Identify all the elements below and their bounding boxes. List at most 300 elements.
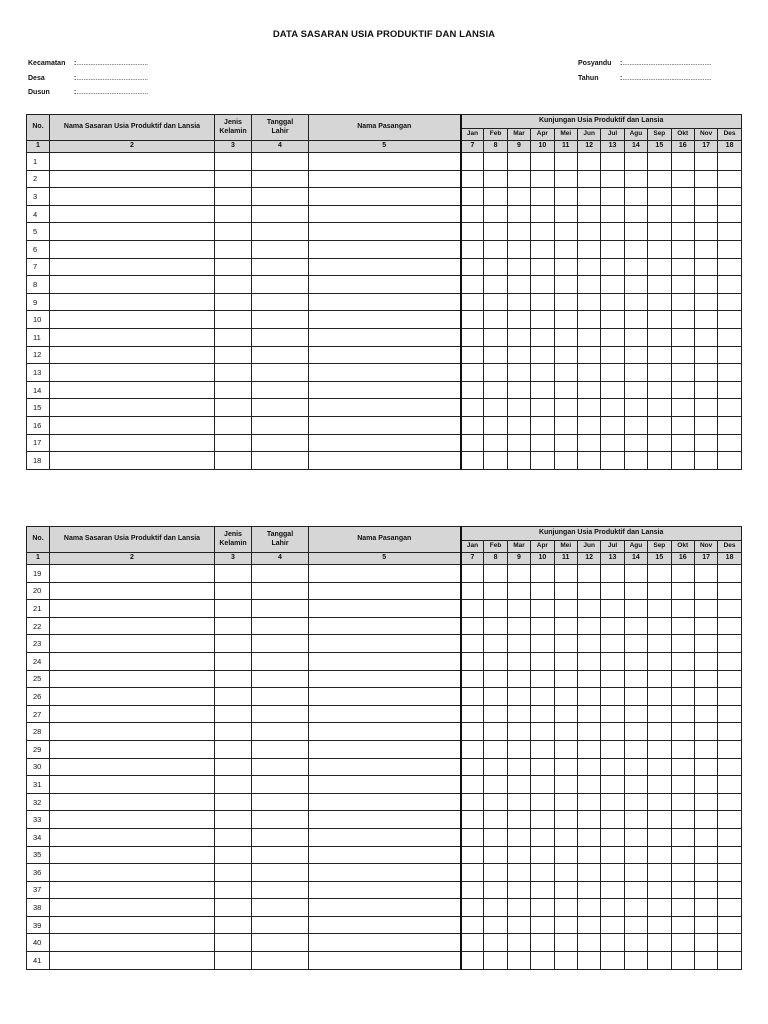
cell-kunjungan-mei[interactable] bbox=[554, 311, 577, 329]
cell-kunjungan-jun[interactable] bbox=[577, 240, 600, 258]
cell-kunjungan-nov[interactable] bbox=[694, 688, 717, 706]
cell-kunjungan-jul[interactable] bbox=[601, 688, 624, 706]
cell-kunjungan-apr[interactable] bbox=[531, 758, 554, 776]
cell-tanggal-lahir[interactable] bbox=[252, 811, 309, 829]
cell-jenis-kelamin[interactable] bbox=[215, 223, 252, 241]
cell-kunjungan-agu[interactable] bbox=[624, 688, 647, 706]
cell-kunjungan-jun[interactable] bbox=[577, 670, 600, 688]
cell-tanggal-lahir[interactable] bbox=[252, 276, 309, 294]
cell-kunjungan-des[interactable] bbox=[718, 864, 742, 882]
cell-kunjungan-agu[interactable] bbox=[624, 399, 647, 417]
cell-kunjungan-sep[interactable] bbox=[648, 452, 671, 470]
cell-kunjungan-jul[interactable] bbox=[601, 381, 624, 399]
cell-tanggal-lahir[interactable] bbox=[252, 670, 309, 688]
cell-kunjungan-okt[interactable] bbox=[671, 881, 694, 899]
cell-kunjungan-okt[interactable] bbox=[671, 258, 694, 276]
cell-kunjungan-nov[interactable] bbox=[694, 153, 717, 171]
cell-tanggal-lahir[interactable] bbox=[252, 617, 309, 635]
cell-tanggal-lahir[interactable] bbox=[252, 793, 309, 811]
cell-kunjungan-agu[interactable] bbox=[624, 793, 647, 811]
cell-nama-sasaran[interactable] bbox=[50, 452, 215, 470]
cell-kunjungan-agu[interactable] bbox=[624, 934, 647, 952]
cell-kunjungan-nov[interactable] bbox=[694, 205, 717, 223]
cell-kunjungan-jul[interactable] bbox=[601, 258, 624, 276]
cell-kunjungan-jan[interactable] bbox=[461, 600, 484, 618]
cell-kunjungan-sep[interactable] bbox=[648, 381, 671, 399]
cell-kunjungan-nov[interactable] bbox=[694, 170, 717, 188]
cell-kunjungan-nov[interactable] bbox=[694, 934, 717, 952]
cell-kunjungan-jun[interactable] bbox=[577, 916, 600, 934]
cell-kunjungan-nov[interactable] bbox=[694, 416, 717, 434]
cell-tanggal-lahir[interactable] bbox=[252, 740, 309, 758]
cell-kunjungan-apr[interactable] bbox=[531, 811, 554, 829]
cell-kunjungan-apr[interactable] bbox=[531, 864, 554, 882]
cell-kunjungan-okt[interactable] bbox=[671, 205, 694, 223]
cell-nama-sasaran[interactable] bbox=[50, 617, 215, 635]
cell-kunjungan-okt[interactable] bbox=[671, 346, 694, 364]
cell-kunjungan-des[interactable] bbox=[718, 916, 742, 934]
cell-nama-pasangan[interactable] bbox=[309, 776, 461, 794]
cell-kunjungan-jun[interactable] bbox=[577, 188, 600, 206]
cell-kunjungan-mar[interactable] bbox=[507, 864, 530, 882]
cell-kunjungan-feb[interactable] bbox=[484, 276, 507, 294]
cell-kunjungan-des[interactable] bbox=[718, 828, 742, 846]
cell-kunjungan-mar[interactable] bbox=[507, 381, 530, 399]
cell-jenis-kelamin[interactable] bbox=[215, 705, 252, 723]
cell-kunjungan-sep[interactable] bbox=[648, 258, 671, 276]
cell-kunjungan-feb[interactable] bbox=[484, 688, 507, 706]
cell-kunjungan-jul[interactable] bbox=[601, 582, 624, 600]
cell-tanggal-lahir[interactable] bbox=[252, 899, 309, 917]
cell-kunjungan-sep[interactable] bbox=[648, 652, 671, 670]
cell-kunjungan-jul[interactable] bbox=[601, 793, 624, 811]
cell-kunjungan-des[interactable] bbox=[718, 240, 742, 258]
cell-kunjungan-okt[interactable] bbox=[671, 328, 694, 346]
cell-kunjungan-okt[interactable] bbox=[671, 688, 694, 706]
cell-kunjungan-feb[interactable] bbox=[484, 223, 507, 241]
cell-kunjungan-okt[interactable] bbox=[671, 600, 694, 618]
meta-desa-field[interactable]: ......................................... bbox=[76, 74, 148, 82]
cell-kunjungan-mei[interactable] bbox=[554, 793, 577, 811]
cell-kunjungan-sep[interactable] bbox=[648, 153, 671, 171]
cell-nama-pasangan[interactable] bbox=[309, 258, 461, 276]
cell-nama-sasaran[interactable] bbox=[50, 276, 215, 294]
cell-jenis-kelamin[interactable] bbox=[215, 276, 252, 294]
cell-nama-pasangan[interactable] bbox=[309, 416, 461, 434]
cell-tanggal-lahir[interactable] bbox=[252, 565, 309, 583]
cell-kunjungan-mar[interactable] bbox=[507, 170, 530, 188]
cell-tanggal-lahir[interactable] bbox=[252, 240, 309, 258]
cell-kunjungan-jun[interactable] bbox=[577, 688, 600, 706]
cell-nama-sasaran[interactable] bbox=[50, 434, 215, 452]
cell-kunjungan-des[interactable] bbox=[718, 153, 742, 171]
cell-kunjungan-jun[interactable] bbox=[577, 952, 600, 970]
cell-kunjungan-sep[interactable] bbox=[648, 916, 671, 934]
cell-kunjungan-feb[interactable] bbox=[484, 881, 507, 899]
cell-kunjungan-mar[interactable] bbox=[507, 635, 530, 653]
cell-kunjungan-des[interactable] bbox=[718, 170, 742, 188]
cell-kunjungan-feb[interactable] bbox=[484, 776, 507, 794]
meta-tahun-field[interactable]: ................................................... bbox=[622, 74, 712, 82]
cell-tanggal-lahir[interactable] bbox=[252, 364, 309, 382]
cell-kunjungan-jan[interactable] bbox=[461, 276, 484, 294]
cell-kunjungan-agu[interactable] bbox=[624, 153, 647, 171]
cell-kunjungan-jul[interactable] bbox=[601, 223, 624, 241]
cell-nama-sasaran[interactable] bbox=[50, 240, 215, 258]
cell-kunjungan-feb[interactable] bbox=[484, 899, 507, 917]
cell-tanggal-lahir[interactable] bbox=[252, 416, 309, 434]
cell-kunjungan-mei[interactable] bbox=[554, 170, 577, 188]
cell-kunjungan-des[interactable] bbox=[718, 434, 742, 452]
cell-kunjungan-feb[interactable] bbox=[484, 670, 507, 688]
cell-kunjungan-sep[interactable] bbox=[648, 934, 671, 952]
cell-kunjungan-apr[interactable] bbox=[531, 381, 554, 399]
cell-kunjungan-okt[interactable] bbox=[671, 740, 694, 758]
cell-kunjungan-apr[interactable] bbox=[531, 311, 554, 329]
cell-nama-pasangan[interactable] bbox=[309, 153, 461, 171]
cell-nama-pasangan[interactable] bbox=[309, 293, 461, 311]
cell-kunjungan-jul[interactable] bbox=[601, 311, 624, 329]
cell-kunjungan-mar[interactable] bbox=[507, 740, 530, 758]
cell-tanggal-lahir[interactable] bbox=[252, 934, 309, 952]
cell-kunjungan-des[interactable] bbox=[718, 776, 742, 794]
cell-kunjungan-des[interactable] bbox=[718, 705, 742, 723]
cell-kunjungan-des[interactable] bbox=[718, 364, 742, 382]
cell-kunjungan-apr[interactable] bbox=[531, 223, 554, 241]
cell-kunjungan-mei[interactable] bbox=[554, 205, 577, 223]
cell-kunjungan-mar[interactable] bbox=[507, 811, 530, 829]
cell-kunjungan-agu[interactable] bbox=[624, 828, 647, 846]
cell-kunjungan-des[interactable] bbox=[718, 328, 742, 346]
cell-kunjungan-feb[interactable] bbox=[484, 934, 507, 952]
cell-kunjungan-agu[interactable] bbox=[624, 328, 647, 346]
cell-kunjungan-okt[interactable] bbox=[671, 276, 694, 294]
cell-kunjungan-okt[interactable] bbox=[671, 846, 694, 864]
cell-tanggal-lahir[interactable] bbox=[252, 170, 309, 188]
cell-nama-sasaran[interactable] bbox=[50, 205, 215, 223]
cell-kunjungan-okt[interactable] bbox=[671, 364, 694, 382]
cell-nama-pasangan[interactable] bbox=[309, 346, 461, 364]
cell-nama-pasangan[interactable] bbox=[309, 240, 461, 258]
cell-nama-sasaran[interactable] bbox=[50, 740, 215, 758]
cell-kunjungan-nov[interactable] bbox=[694, 881, 717, 899]
cell-kunjungan-sep[interactable] bbox=[648, 811, 671, 829]
cell-kunjungan-mar[interactable] bbox=[507, 328, 530, 346]
cell-kunjungan-mei[interactable] bbox=[554, 688, 577, 706]
cell-kunjungan-okt[interactable] bbox=[671, 293, 694, 311]
cell-kunjungan-sep[interactable] bbox=[648, 276, 671, 294]
cell-nama-pasangan[interactable] bbox=[309, 311, 461, 329]
cell-tanggal-lahir[interactable] bbox=[252, 881, 309, 899]
cell-tanggal-lahir[interactable] bbox=[252, 452, 309, 470]
cell-kunjungan-jul[interactable] bbox=[601, 705, 624, 723]
cell-kunjungan-sep[interactable] bbox=[648, 328, 671, 346]
cell-kunjungan-apr[interactable] bbox=[531, 776, 554, 794]
cell-kunjungan-okt[interactable] bbox=[671, 223, 694, 241]
cell-kunjungan-mar[interactable] bbox=[507, 670, 530, 688]
cell-jenis-kelamin[interactable] bbox=[215, 846, 252, 864]
cell-kunjungan-feb[interactable] bbox=[484, 600, 507, 618]
cell-kunjungan-apr[interactable] bbox=[531, 740, 554, 758]
cell-kunjungan-mei[interactable] bbox=[554, 346, 577, 364]
cell-kunjungan-jun[interactable] bbox=[577, 881, 600, 899]
cell-kunjungan-jun[interactable] bbox=[577, 452, 600, 470]
cell-kunjungan-sep[interactable] bbox=[648, 776, 671, 794]
cell-kunjungan-feb[interactable] bbox=[484, 582, 507, 600]
cell-kunjungan-mei[interactable] bbox=[554, 258, 577, 276]
cell-nama-sasaran[interactable] bbox=[50, 670, 215, 688]
cell-kunjungan-jun[interactable] bbox=[577, 723, 600, 741]
cell-kunjungan-mei[interactable] bbox=[554, 399, 577, 417]
cell-nama-pasangan[interactable] bbox=[309, 399, 461, 417]
cell-kunjungan-agu[interactable] bbox=[624, 582, 647, 600]
cell-kunjungan-jan[interactable] bbox=[461, 364, 484, 382]
cell-tanggal-lahir[interactable] bbox=[252, 328, 309, 346]
cell-kunjungan-apr[interactable] bbox=[531, 899, 554, 917]
cell-nama-sasaran[interactable] bbox=[50, 223, 215, 241]
cell-kunjungan-jan[interactable] bbox=[461, 828, 484, 846]
cell-kunjungan-jun[interactable] bbox=[577, 276, 600, 294]
cell-kunjungan-jan[interactable] bbox=[461, 153, 484, 171]
cell-kunjungan-mar[interactable] bbox=[507, 452, 530, 470]
cell-kunjungan-des[interactable] bbox=[718, 565, 742, 583]
cell-jenis-kelamin[interactable] bbox=[215, 205, 252, 223]
cell-kunjungan-jul[interactable] bbox=[601, 434, 624, 452]
cell-nama-pasangan[interactable] bbox=[309, 688, 461, 706]
cell-kunjungan-jul[interactable] bbox=[601, 846, 624, 864]
cell-nama-pasangan[interactable] bbox=[309, 652, 461, 670]
cell-kunjungan-nov[interactable] bbox=[694, 776, 717, 794]
cell-kunjungan-mar[interactable] bbox=[507, 793, 530, 811]
cell-kunjungan-sep[interactable] bbox=[648, 565, 671, 583]
cell-jenis-kelamin[interactable] bbox=[215, 153, 252, 171]
cell-kunjungan-mar[interactable] bbox=[507, 881, 530, 899]
cell-nama-sasaran[interactable] bbox=[50, 258, 215, 276]
cell-kunjungan-feb[interactable] bbox=[484, 170, 507, 188]
cell-kunjungan-nov[interactable] bbox=[694, 916, 717, 934]
cell-kunjungan-agu[interactable] bbox=[624, 452, 647, 470]
cell-kunjungan-des[interactable] bbox=[718, 381, 742, 399]
cell-tanggal-lahir[interactable] bbox=[252, 828, 309, 846]
cell-kunjungan-mar[interactable] bbox=[507, 688, 530, 706]
cell-kunjungan-mei[interactable] bbox=[554, 381, 577, 399]
cell-tanggal-lahir[interactable] bbox=[252, 952, 309, 970]
cell-kunjungan-mei[interactable] bbox=[554, 276, 577, 294]
cell-kunjungan-mar[interactable] bbox=[507, 582, 530, 600]
cell-kunjungan-feb[interactable] bbox=[484, 258, 507, 276]
cell-kunjungan-mei[interactable] bbox=[554, 881, 577, 899]
cell-kunjungan-des[interactable] bbox=[718, 811, 742, 829]
cell-kunjungan-okt[interactable] bbox=[671, 434, 694, 452]
cell-kunjungan-mei[interactable] bbox=[554, 864, 577, 882]
cell-jenis-kelamin[interactable] bbox=[215, 635, 252, 653]
meta-kecamatan-field[interactable]: ......................................... bbox=[76, 60, 148, 67]
cell-kunjungan-jun[interactable] bbox=[577, 600, 600, 618]
cell-kunjungan-okt[interactable] bbox=[671, 582, 694, 600]
cell-kunjungan-mar[interactable] bbox=[507, 600, 530, 618]
cell-kunjungan-jan[interactable] bbox=[461, 205, 484, 223]
cell-kunjungan-agu[interactable] bbox=[624, 652, 647, 670]
cell-kunjungan-agu[interactable] bbox=[624, 811, 647, 829]
cell-kunjungan-mei[interactable] bbox=[554, 328, 577, 346]
cell-kunjungan-jul[interactable] bbox=[601, 328, 624, 346]
cell-kunjungan-nov[interactable] bbox=[694, 723, 717, 741]
cell-kunjungan-nov[interactable] bbox=[694, 188, 717, 206]
cell-kunjungan-jan[interactable] bbox=[461, 328, 484, 346]
cell-kunjungan-des[interactable] bbox=[718, 952, 742, 970]
cell-kunjungan-jul[interactable] bbox=[601, 364, 624, 382]
cell-nama-pasangan[interactable] bbox=[309, 205, 461, 223]
cell-kunjungan-feb[interactable] bbox=[484, 293, 507, 311]
cell-kunjungan-sep[interactable] bbox=[648, 188, 671, 206]
cell-nama-sasaran[interactable] bbox=[50, 705, 215, 723]
cell-kunjungan-agu[interactable] bbox=[624, 846, 647, 864]
cell-kunjungan-feb[interactable] bbox=[484, 311, 507, 329]
cell-jenis-kelamin[interactable] bbox=[215, 934, 252, 952]
cell-jenis-kelamin[interactable] bbox=[215, 311, 252, 329]
cell-jenis-kelamin[interactable] bbox=[215, 740, 252, 758]
cell-kunjungan-jul[interactable] bbox=[601, 811, 624, 829]
cell-kunjungan-jul[interactable] bbox=[601, 346, 624, 364]
cell-kunjungan-jul[interactable] bbox=[601, 934, 624, 952]
cell-nama-sasaran[interactable] bbox=[50, 934, 215, 952]
cell-kunjungan-jan[interactable] bbox=[461, 899, 484, 917]
cell-tanggal-lahir[interactable] bbox=[252, 293, 309, 311]
cell-kunjungan-sep[interactable] bbox=[648, 223, 671, 241]
cell-kunjungan-sep[interactable] bbox=[648, 793, 671, 811]
cell-nama-pasangan[interactable] bbox=[309, 452, 461, 470]
cell-nama-sasaran[interactable] bbox=[50, 582, 215, 600]
cell-kunjungan-jul[interactable] bbox=[601, 617, 624, 635]
cell-nama-sasaran[interactable] bbox=[50, 364, 215, 382]
cell-nama-pasangan[interactable] bbox=[309, 635, 461, 653]
cell-kunjungan-jun[interactable] bbox=[577, 416, 600, 434]
cell-nama-pasangan[interactable] bbox=[309, 740, 461, 758]
cell-kunjungan-jul[interactable] bbox=[601, 416, 624, 434]
cell-kunjungan-jun[interactable] bbox=[577, 617, 600, 635]
cell-nama-pasangan[interactable] bbox=[309, 828, 461, 846]
cell-kunjungan-nov[interactable] bbox=[694, 758, 717, 776]
cell-kunjungan-apr[interactable] bbox=[531, 828, 554, 846]
cell-kunjungan-apr[interactable] bbox=[531, 258, 554, 276]
cell-kunjungan-nov[interactable] bbox=[694, 952, 717, 970]
cell-kunjungan-sep[interactable] bbox=[648, 399, 671, 417]
cell-kunjungan-jun[interactable] bbox=[577, 635, 600, 653]
cell-kunjungan-mar[interactable] bbox=[507, 899, 530, 917]
cell-tanggal-lahir[interactable] bbox=[252, 258, 309, 276]
cell-kunjungan-sep[interactable] bbox=[648, 416, 671, 434]
cell-kunjungan-sep[interactable] bbox=[648, 881, 671, 899]
cell-kunjungan-feb[interactable] bbox=[484, 434, 507, 452]
cell-nama-sasaran[interactable] bbox=[50, 811, 215, 829]
cell-kunjungan-mei[interactable] bbox=[554, 652, 577, 670]
cell-kunjungan-nov[interactable] bbox=[694, 565, 717, 583]
cell-tanggal-lahir[interactable] bbox=[252, 223, 309, 241]
cell-kunjungan-okt[interactable] bbox=[671, 776, 694, 794]
cell-kunjungan-sep[interactable] bbox=[648, 617, 671, 635]
cell-kunjungan-jun[interactable] bbox=[577, 434, 600, 452]
cell-kunjungan-apr[interactable] bbox=[531, 293, 554, 311]
cell-kunjungan-jul[interactable] bbox=[601, 899, 624, 917]
cell-kunjungan-sep[interactable] bbox=[648, 170, 671, 188]
cell-kunjungan-nov[interactable] bbox=[694, 793, 717, 811]
cell-kunjungan-des[interactable] bbox=[718, 635, 742, 653]
cell-kunjungan-jan[interactable] bbox=[461, 881, 484, 899]
cell-kunjungan-nov[interactable] bbox=[694, 434, 717, 452]
cell-kunjungan-apr[interactable] bbox=[531, 846, 554, 864]
cell-kunjungan-jan[interactable] bbox=[461, 240, 484, 258]
cell-kunjungan-jul[interactable] bbox=[601, 205, 624, 223]
cell-tanggal-lahir[interactable] bbox=[252, 864, 309, 882]
cell-nama-sasaran[interactable] bbox=[50, 899, 215, 917]
cell-kunjungan-des[interactable] bbox=[718, 617, 742, 635]
cell-kunjungan-des[interactable] bbox=[718, 311, 742, 329]
cell-kunjungan-okt[interactable] bbox=[671, 170, 694, 188]
cell-kunjungan-feb[interactable] bbox=[484, 723, 507, 741]
cell-kunjungan-jan[interactable] bbox=[461, 952, 484, 970]
cell-kunjungan-jan[interactable] bbox=[461, 170, 484, 188]
cell-tanggal-lahir[interactable] bbox=[252, 776, 309, 794]
cell-kunjungan-jul[interactable] bbox=[601, 188, 624, 206]
cell-kunjungan-jan[interactable] bbox=[461, 399, 484, 417]
cell-kunjungan-jul[interactable] bbox=[601, 952, 624, 970]
cell-kunjungan-apr[interactable] bbox=[531, 670, 554, 688]
cell-jenis-kelamin[interactable] bbox=[215, 346, 252, 364]
cell-kunjungan-mar[interactable] bbox=[507, 188, 530, 206]
cell-tanggal-lahir[interactable] bbox=[252, 399, 309, 417]
cell-nama-sasaran[interactable] bbox=[50, 864, 215, 882]
cell-kunjungan-mei[interactable] bbox=[554, 364, 577, 382]
cell-kunjungan-mei[interactable] bbox=[554, 916, 577, 934]
cell-kunjungan-agu[interactable] bbox=[624, 600, 647, 618]
cell-kunjungan-des[interactable] bbox=[718, 600, 742, 618]
cell-kunjungan-des[interactable] bbox=[718, 899, 742, 917]
cell-kunjungan-des[interactable] bbox=[718, 740, 742, 758]
cell-kunjungan-jul[interactable] bbox=[601, 864, 624, 882]
cell-kunjungan-apr[interactable] bbox=[531, 328, 554, 346]
cell-nama-sasaran[interactable] bbox=[50, 846, 215, 864]
cell-kunjungan-feb[interactable] bbox=[484, 952, 507, 970]
cell-nama-sasaran[interactable] bbox=[50, 153, 215, 171]
cell-kunjungan-mar[interactable] bbox=[507, 399, 530, 417]
cell-nama-pasangan[interactable] bbox=[309, 705, 461, 723]
cell-kunjungan-jan[interactable] bbox=[461, 381, 484, 399]
cell-kunjungan-agu[interactable] bbox=[624, 899, 647, 917]
cell-kunjungan-sep[interactable] bbox=[648, 723, 671, 741]
cell-kunjungan-feb[interactable] bbox=[484, 240, 507, 258]
cell-kunjungan-feb[interactable] bbox=[484, 846, 507, 864]
cell-kunjungan-feb[interactable] bbox=[484, 811, 507, 829]
cell-kunjungan-feb[interactable] bbox=[484, 740, 507, 758]
cell-kunjungan-mar[interactable] bbox=[507, 416, 530, 434]
cell-kunjungan-nov[interactable] bbox=[694, 399, 717, 417]
cell-kunjungan-mei[interactable] bbox=[554, 600, 577, 618]
cell-nama-pasangan[interactable] bbox=[309, 328, 461, 346]
cell-kunjungan-nov[interactable] bbox=[694, 600, 717, 618]
cell-jenis-kelamin[interactable] bbox=[215, 399, 252, 417]
cell-kunjungan-apr[interactable] bbox=[531, 793, 554, 811]
cell-kunjungan-okt[interactable] bbox=[671, 899, 694, 917]
cell-kunjungan-jan[interactable] bbox=[461, 688, 484, 706]
cell-kunjungan-apr[interactable] bbox=[531, 205, 554, 223]
cell-kunjungan-feb[interactable] bbox=[484, 381, 507, 399]
cell-kunjungan-agu[interactable] bbox=[624, 758, 647, 776]
cell-jenis-kelamin[interactable] bbox=[215, 258, 252, 276]
cell-kunjungan-apr[interactable] bbox=[531, 346, 554, 364]
cell-kunjungan-apr[interactable] bbox=[531, 600, 554, 618]
cell-nama-sasaran[interactable] bbox=[50, 293, 215, 311]
cell-kunjungan-sep[interactable] bbox=[648, 846, 671, 864]
